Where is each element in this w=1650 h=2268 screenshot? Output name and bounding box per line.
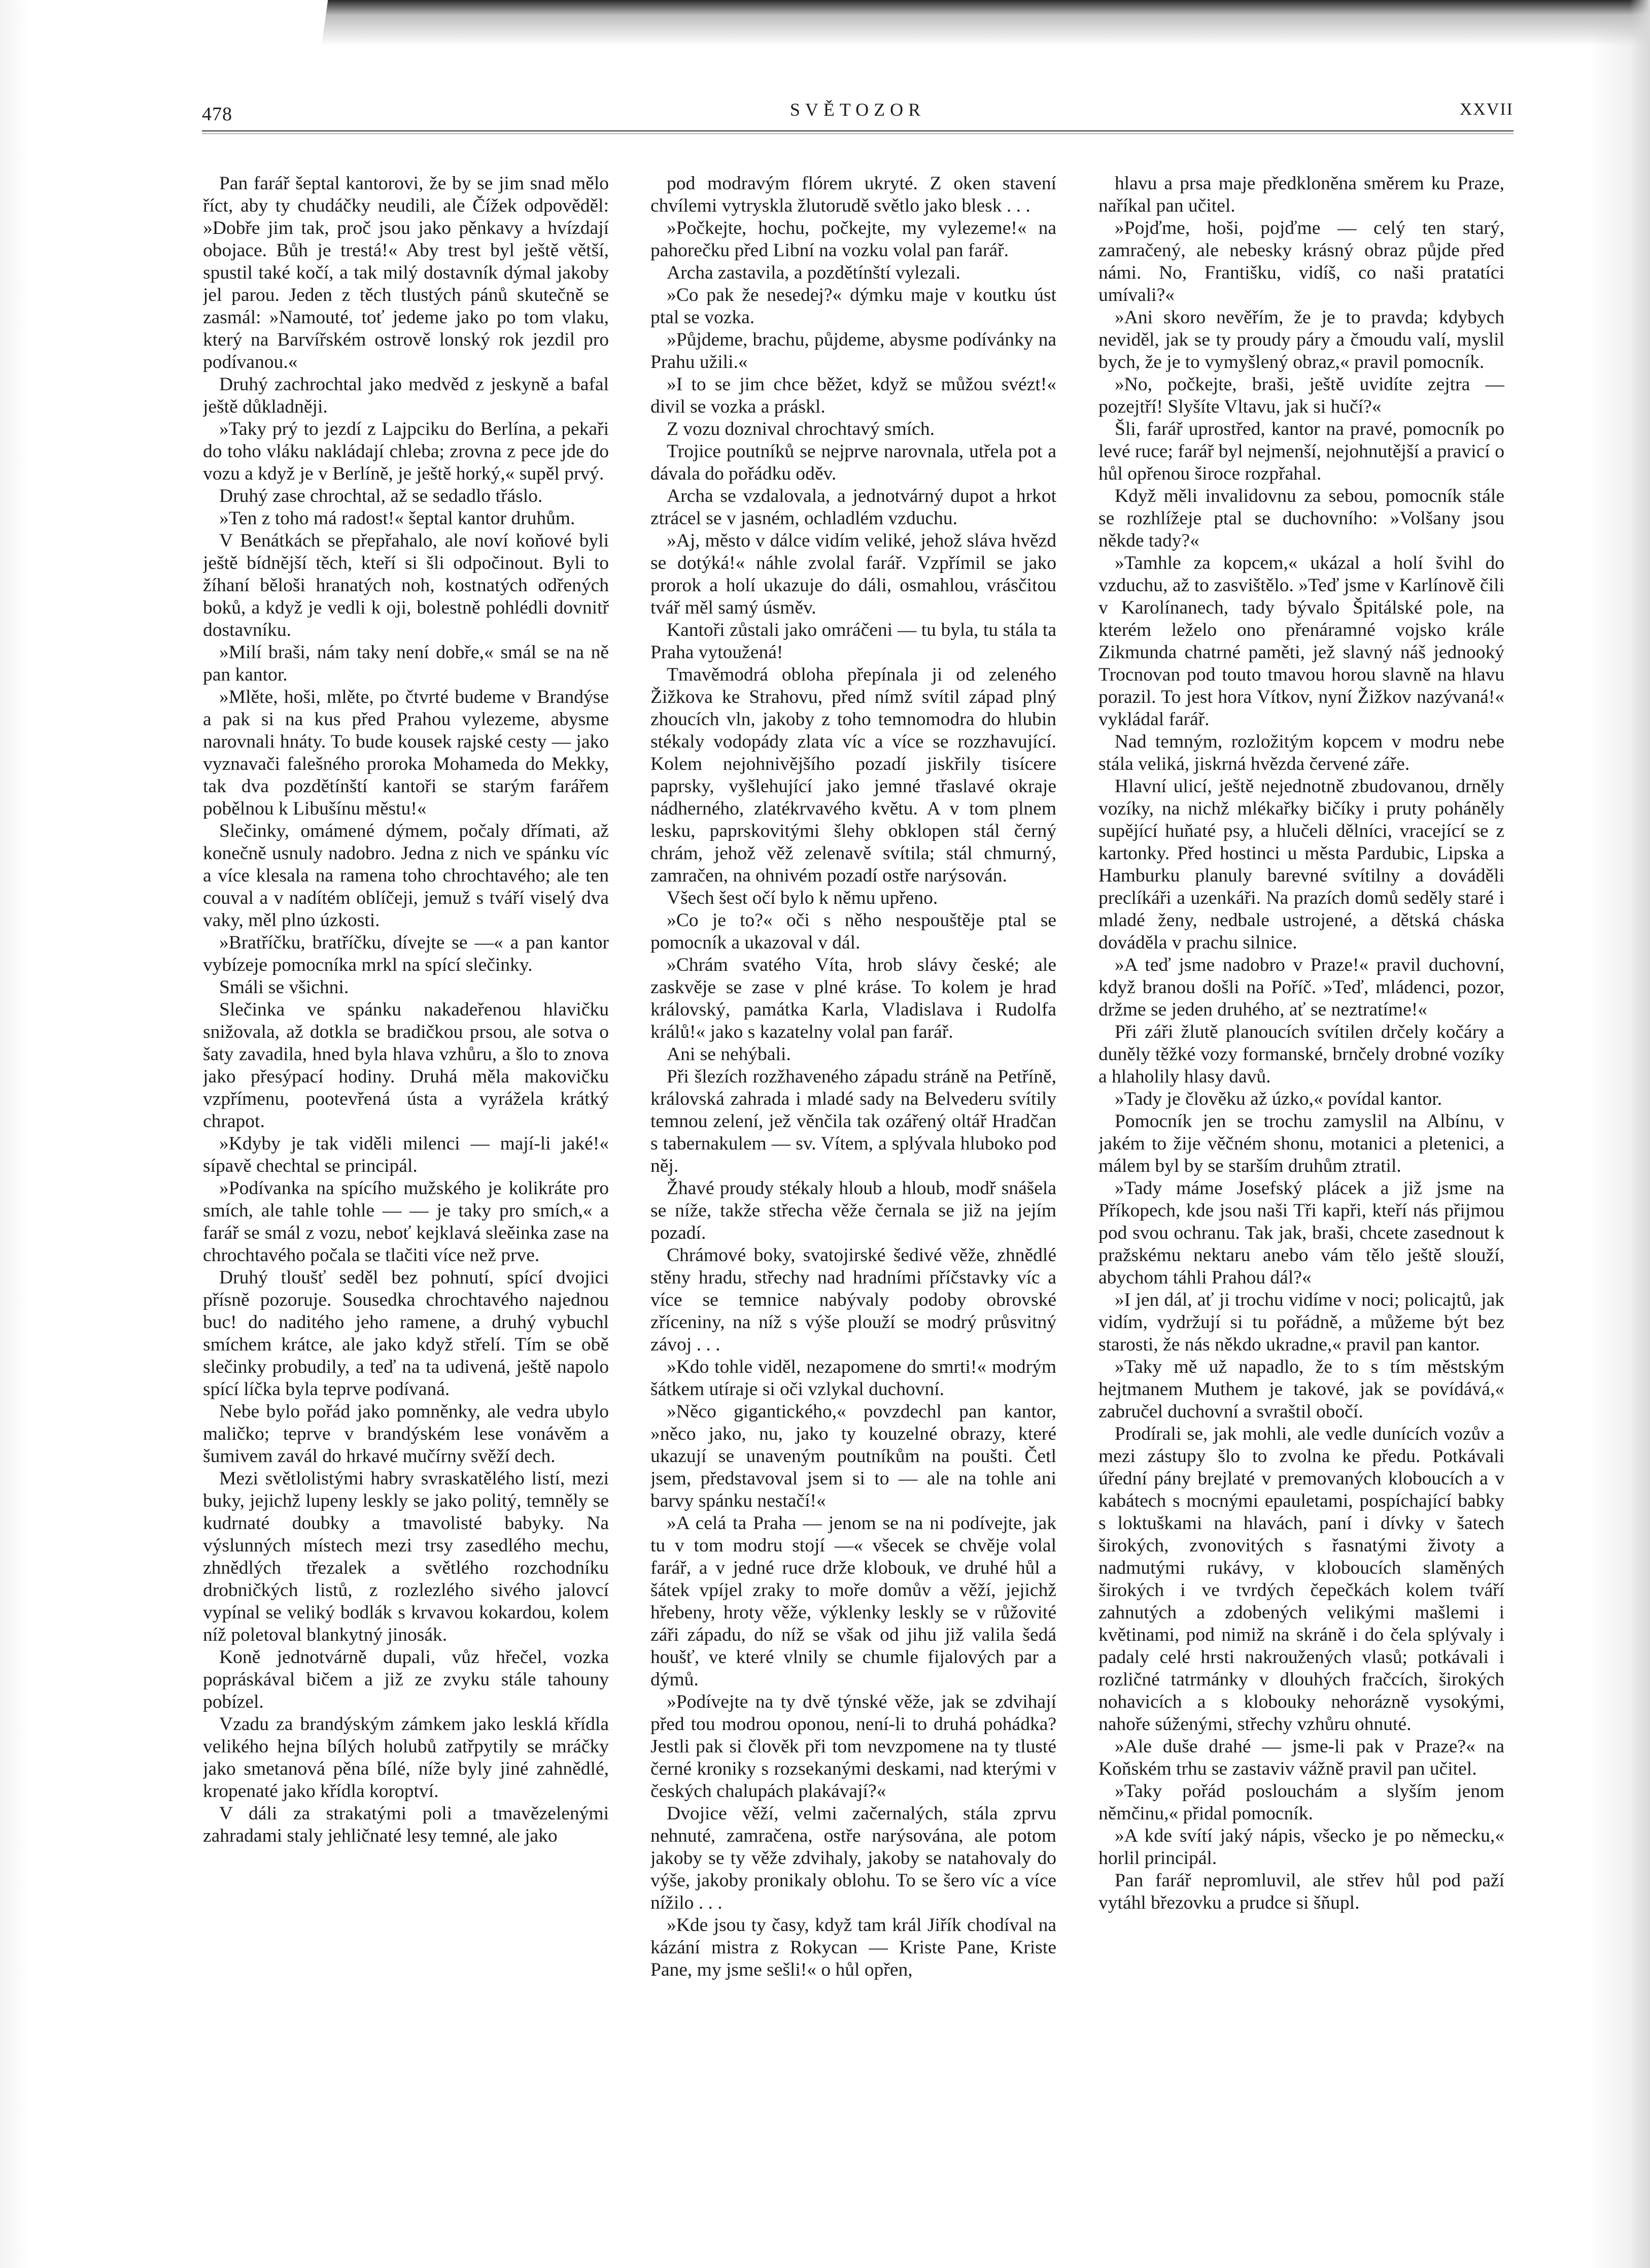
paragraph: Z vozu doznival chrochtavý smích. <box>667 419 935 439</box>
paragraph: Šli, farář uprostřed, kantor na pravé, pomocník po levé ruce; farář byl nejmenší, nejohnutější a pravicí o hůl opřenou široce rozpřahal. <box>1098 419 1504 484</box>
paragraph: »Ale duše drahé — jsme-li pak v Praze?« na Koňském trhu se zastaviv vážně pravil pan učitel. <box>1098 1736 1504 1779</box>
paragraph: »A teď jsme nadobro v Praze!« pravil duchovní, když branou došli na Poříč. »Teď, mládenci, pozor, držme se jeden druhého, ať se neztratíme!« <box>1098 955 1504 1020</box>
paragraph: Pan farář nepromluvil, ale střev hůl pod paží vytáhl březovku a prudce si šňupl. <box>1098 1870 1504 1913</box>
paragraph: »Aj, město v dálce vidím veliké, jehož sláva hvězd se dotýká!« náhle zvolal farář. Vzpřímil se jako prorok a holí ukazuje do dáli, osmahlou, vrásčitou tvář měl samý úsměv. <box>650 530 1056 618</box>
paragraph: »Ani skoro nevěřím, že je to pravda; kdybych neviděl, jak se ty proudy páry a čmoudu valí, myslil bych, že je to vymyšlený obraz,« pravil pomocník. <box>1098 307 1504 373</box>
paragraph: Vzadu za brandýským zámkem jako lesklá křídla velikého hejna bílých holubů zatřpytily se mráčky jako smetanová pěna bílé, níže byly jiné zahnědlé, kropenaté jako křídla koroptví. <box>203 1714 609 1802</box>
paragraph: pod modravým flórem ukryté. Z oken stavení chvílemi vytryskla žlutorudě světlo jako blesk . . . <box>650 173 1056 216</box>
paragraph: Koně jednotvárně dupali, vůz hřečel, vozka popráskával bičem a již ze zvyku stále tahouny pobízel. <box>203 1647 609 1712</box>
paragraph: Mezi světlolistými habry svraskatělého listí, mezi buky, jejichž lupeny leskly se jako politý, temněly se kudrnaté doubky a tmavolisté babyky. Na výslunných místech mezi trsy zasedlého mechu, zhnědlých třezalek a světlého rozchodníku drobničkých listů, z rozlezlého sivého jalovcí vypínal se veliký bodlák s krvavou kokardou, kolem níž poletoval blankytný jinosák. <box>203 1468 609 1645</box>
paragraph: Slečinky, omámené dýmem, počaly dřímati, až konečně usnuly nadobro. Jedna z nich ve spánku víc a více klesala na ramena toho chrochtavého; ale ten couval a v nadítém oblíčeji, jemuž s tváří viselý dva vaky, měl plno úzkosti. <box>203 821 609 931</box>
scan-top-shadow <box>322 0 1650 46</box>
paragraph: Hlavní ulicí, ještě nejednotně zbudovanou, drněly vozíky, na nichž mlékařky bičíky i pruty poháněly supějící huňaté psy, a hlučeli dělníci, vracející se z kartonky. Před hostinci u města Pardubic, Lipska a Hamburku planuly barevné svítilny a dováděli preclíkáři a uzenkáři. Na prazích domů seděly staré i mladé ženy, nedbale ustrojené, a dětská cháska dováděla v prachu silnice. <box>1098 776 1504 953</box>
text-column-2 <box>650 173 1056 2243</box>
paragraph: »Něco gigantického,« povzdechl pan kantor, »něco jako, nu, jako ty kouzelné obrazy, které ukazují se unaveným poutníkům na poušti. Četl jsem, představoval jsem si to — ale na tohle ani barvy spánku nestačí!« <box>650 1401 1056 1511</box>
paragraph: »Počkejte, hochu, počkejte, my vylezeme!« na pahorečku před Libní na vozku volal pan farář. <box>650 218 1056 261</box>
paragraph: »Ten z toho má radost!« šeptal kantor druhům. <box>219 508 575 529</box>
paragraph: Nad temným, rozložitým kopcem v modru nebe stála veliká, jiskrná hvězda červené záře. <box>1098 731 1504 774</box>
text-column-1 <box>203 173 609 2243</box>
page-number: 478 <box>202 104 232 125</box>
paragraph: »Mlěte, hoši, mlěte, po čtvrté budeme v Brandýse a pak si na kus před Prahou vylezeme, abysme narovnali hnáty. To bude kousek rajské cesty — jako vyznavači falešného proroka Mohameda do Mekky, tak dva pozdětínští kantoři se starým farářem pobělnou k Libušínu městu!« <box>203 687 609 819</box>
paragraph: Kantoři zůstali jako omráčeni — tu byla, tu stála ta Praha vytoužená! <box>650 620 1056 663</box>
paragraph: »Co je to?« oči s něho nespouštěje ptal se pomocník a ukazoval v dál. <box>650 910 1056 953</box>
paragraph: »A celá ta Praha — jenom se na ni podívejte, jak tu v tom modru stojí —« všecek se chvěje volal farář, a v jedné ruce drže klobouk, ve druhé hůl a šátek vpíjel zraky to moře domův a věží, jejichž hřebeny, hroty věže, výklenky leskly se v růžovité záři západu, do níž se však od jihu již valila šedá houšť, ve které vlnily se chumle fijalových par a dýmů. <box>650 1513 1056 1690</box>
paragraph: »Bratříčku, bratříčku, dívejte se —« a pan kantor vybízeje pomocníka mrkl na spící slečinky. <box>203 932 609 975</box>
paragraph: V dáli za strakatými poli a tmavězelenými zahradami staly jehličnaté lesy temné, ale jako <box>203 1803 609 1846</box>
paragraph: »Chrám svatého Víta, hrob slávy české; ale zaskvěje se zase v plné kráse. To kolem je hrad královský, památka Karla, Vladislava i Rudolfa králů!« jako s kazatelny volal pan farář. <box>650 955 1056 1042</box>
paragraph: »No, počkejte, braši, ještě uvidíte zejtra — pozejtří! Slyšíte Vltavu, jak si hučí?« <box>1098 374 1504 417</box>
paragraph: Archa se vzdalovala, a jednotvárný dupot a hrkot ztrácel se v jasném, ochladlém vzduchu. <box>650 486 1056 529</box>
page-header <box>202 94 1514 129</box>
paragraph: »Taky mě už napadlo, že to s tím městským hejtmanem Muthem je takové, jak se povídává,« zabručel duchovní a svraštil obočí. <box>1098 1357 1504 1422</box>
paragraph: »I jen dál, ať ji trochu vidíme v noci; policajtů, jak vidím, vydržují si tu pořádně, a můžeme být bez starosti, že nás někdo ukradne,« pravil pan kantor. <box>1098 1290 1504 1355</box>
paragraph: Archa zastavila, a pozdětínští vylezali. <box>667 262 960 283</box>
paragraph: Chrámové boky, svatojirské šedivé věže, zhnědlé stěny hradu, střechy nad hradními příčstavky víc a více se temnice nabývaly podoby obrovské zříceniny, na níž s výše plouží se modrý průsvitný závoj . . . <box>650 1245 1056 1355</box>
paragraph: Nebe bylo pořád jako pomněnky, ale vedra ubylo maličko; teprve v brandýském lese vonávěm a šumivem zavál do hrkavé mučírny svěží dech. <box>203 1401 609 1467</box>
volume-number: XXVII <box>1459 100 1514 119</box>
paragraph: »A kde svítí jaký nápis, všecko je po německu,« horlil principál. <box>1098 1825 1504 1869</box>
paragraph: »Tady je člověku až úzko,« povídal kantor. <box>1115 1089 1442 1109</box>
header-rule <box>202 130 1514 134</box>
paragraph: Při záři žlutě planoucích svítilen drčely kočáry a duněly těžké vozy formanské, brnčely drobné vozíky a hlaholily hlasy davů. <box>1098 1022 1504 1087</box>
paragraph: »Půjdeme, brachu, půjdeme, abysme podívánky na Prahu užili.« <box>650 329 1056 373</box>
paragraph: Tmavěmodrá obloha přepínala ji od zeleného Žižkova ke Strahovu, před nímž svítil západ plný zhoucích vln, jakoby z toho temnomodra do hlubin stékaly vodopády zlata víc a více se rozzhavující. Kolem nejohnivějšího pozadí jiskřily tisícere paprsky, vyšlehující jako jemné třaslavé okraje nádherného, zlatékrvavého květu. A v tom plnem lesku, paprskovitými šlehy obklopen stál černý chrám, jehož věž zelenavě svítila; stál chmurný, zamračen, na ohnivém pozadí ostře narýsován. <box>650 664 1056 886</box>
paragraph: »Taky prý to jezdí z Lajpciku do Berlína, a pekaři do toho vláku nakládají chleba; zrovna z pece jde do vozu a když je v Berlíně, je ještě horký,« supěl prvý. <box>203 419 609 484</box>
paragraph: Dvojice věží, velmi začernalých, stála zprvu nehnuté, zamračena, ostře narýsována, ale potom jakoby se ty věže zdvihaly, jakoby se natahovaly do výše, jakoby pronikaly oblohu. To se šero víc a více nížilo . . . <box>650 1803 1056 1913</box>
paragraph: Žhavé proudy stékaly hloub a hloub, modř snášela se níže, takže střecha věže černala se již na jejím pozadí. <box>650 1178 1056 1243</box>
paragraph: »Tamhle za kopcem,« ukázal a holí švihl do vzduchu, až to zasvištělo. »Teď jsme v Karlínově čili v Karolínanech, tady bývalo Špitálské pole, na kterém leželo ono přenáramné vojsko krále Zikmunda chatrné paměti, jež slavný náš jednooký Trocnovan pod touto tmavou horou slavně na hlavu porazil. To jest hora Vítkov, nyní Žižkov nazývaná!« vykládal farář. <box>1098 553 1504 730</box>
scan-right-shadow <box>1630 0 1650 2268</box>
paragraph: Pan farář šeptal kantorovi, že by se jim snad mělo říct, aby ty chudáčky neudili, ale Čížek odpověděl: »Dobře jim tak, proč jsou jako pěnkavy a hvízdají obojace. Bůh je trestá!« Aby trest byl ještě větší, spustil také kočí, a tak milý dostavník dýmal jakoby jel parou. Jeden z těch tlustých pánů skutečně se zasmál: »Namouté, toť jedeme jako po tom vlaku, který na Barvířském ostrově lonský rok jezdil pro podívanou.« <box>203 173 609 373</box>
paragraph: Druhý tloušť seděl bez pohnutí, spící dvojici přísně pozoruje. Sousedka chrochtavého najednou buc! do naditého jeho ramene, a druhý vybuchl smíchem krátce, ale jako když střelí. Tím se obě slečinky probudily, a teď na ta udivená, ještě napolo spící líčka byla teprve podívaná. <box>203 1267 609 1400</box>
paragraph: »I to se jim chce běžet, když se můžou svézt!« divil se vozka a práskl. <box>650 374 1056 417</box>
paragraph: Pomocník jen se trochu zamyslil na Albínu, v jakém to žije věčném shonu, motanici a pletenici, a málem byl by se starším druhům ztratil. <box>1098 1111 1504 1176</box>
paragraph: »Taky pořád poslouchám a slyším jenom němčinu,« přidal pomocník. <box>1098 1781 1504 1824</box>
paragraph: »Podívanka na spícího mužského je kolikráte pro smích, ale tahle tohle — — je taky pro smích,« a farář se smál z vozu, neboť kejklavá sleěinka zase na chrochtavého počala se tlačiti více než prve. <box>203 1178 609 1266</box>
paragraph: Při šlezích rozžhaveného západu stráně na Petříně, královská zahrada i mladé sady na Belvederu svítily temnou zelení, jež věnčila tak ozářený oltář Hradčan s tabernakulem — sv. Vítem, a splývala hluboko pod něj. <box>650 1066 1056 1176</box>
paragraph: »Kdo tohle viděl, nezapomene do smrti!« modrým šátkem utíraje si oči vzlykal duchovní. <box>650 1357 1056 1400</box>
paragraph: »Tady máme Josefský plácek a již jsme na Příkopech, kde jsou naši Tři kapři, kteří nás přijmou pod svou ochranu. Tak jak, braši, chcete zasednout k pražskému nektaru anebo vám tělo ještě slouží, abychom táhli Prahou dál?« <box>1098 1178 1504 1288</box>
paragraph: Když měli invalidovnu za sebou, pomocník stále se rozhlížeje ptal se duchovního: »Volšany jsou někde tady?« <box>1098 486 1504 551</box>
paragraph: Trojice poutníků se nejprve narovnala, utřela pot a dávala do pořádku oděv. <box>650 441 1056 484</box>
paragraph: hlavu a prsa maje předkloněna směrem ku Praze, naříkal pan učitel. <box>1098 173 1504 216</box>
text-column-3 <box>1098 173 1504 2243</box>
paragraph: »Co pak že nesedej?« dýmku maje v koutku úst ptal se vozka. <box>650 285 1056 328</box>
paragraph: V Benátkách se přepřahalo, ale noví koňové byli ještě bídnější těch, kteří si šli odpočinout. Byli to žíhaní běloši hranatých noh, kostnatých odřených boků, a když je vedli k oji, bolestně pohlédli dovnitř dostavníku. <box>203 530 609 640</box>
paragraph: »Kde jsou ty časy, když tam král Jiřík chodíval na kázání mistra z Rokycan — Kriste Pane, Kriste Pane, my jsme sešli!« o hůl opřen, <box>650 1915 1056 1980</box>
paragraph: »Pojďme, hoši, pojďme — celý ten starý, zamračený, ale nebesky krásný obraz půjde před námi. No, Františku, vidíš, co naši pratatíci umívali?« <box>1098 218 1504 306</box>
paragraph: Prodírali se, jak mohli, ale vedle dunících vozův a mezi zástupy šlo to zvolna ke předu. Potkávali úřední pány brejlaté v premovaných kloboucích a v kabátech s mocnými epauletami, pospíchající babky s loktuškami na hlavách, paní i dívky v šatech širokých, zvonovitých s řasnatými životy a nadmutými rukávy, v kloboucích slaměných širokých i ve tvrdých čepečkách kolem tváří zahnutých a zdobených velikými mašlemi i květinami, pod nimiž na skráně i do čela splývaly i padaly celé hrsti nakroužených vlasů; potkávali i rozličné tatrmánky v dlouhých fračcích, širokých nohavicích a s kloboukу nehorázně vysokými, nahoře súženými, střechy vzhůru ohnuté. <box>1098 1424 1504 1735</box>
paragraph: Druhý zachrochtal jako medvěd z jeskyně a bafal ještě důkladněji. <box>203 374 609 417</box>
paragraph: »Podívejte na ty dvě týnské věže, jak se zdvihají před tou modrou oponou, není-li to druhá pohádka? Jestli pak si člověk při tom nevzpomene na ty tlusté černé kroniky s rozsekanými deskami, nad kterými v českých chalupách plakávají?« <box>650 1691 1056 1802</box>
paragraph: »Milí braši, nám taky není dobře,« smál se na ně pan kantor. <box>203 642 609 685</box>
paragraph: Smáli se všichni. <box>219 977 349 998</box>
paragraph: Slečinka ve spánku nakadeřenou hlavičku snižovala, až dotkla se bradičkou prsou, ale sotva o šaty zavadila, hned byla hlava vzhůru, a šlo to znova jako přesýpací hodiny. Druhá měla makovičku vzpřímenu, pootevřená ústa a vyrážela krátký chrapot. <box>203 999 609 1132</box>
paragraph: »Kdyby je tak viděli milenci — mají-li jaké!« sípavě chechtal se principál. <box>203 1133 609 1176</box>
paragraph: Druhý zase chrochtal, až se sedadlo třáslo. <box>219 486 543 506</box>
paragraph: Všech šest očí bylo k němu upřeno. <box>667 888 938 908</box>
journal-title: SVĚTOZOR <box>789 99 926 120</box>
paragraph: Ani se nehýbali. <box>667 1044 791 1065</box>
